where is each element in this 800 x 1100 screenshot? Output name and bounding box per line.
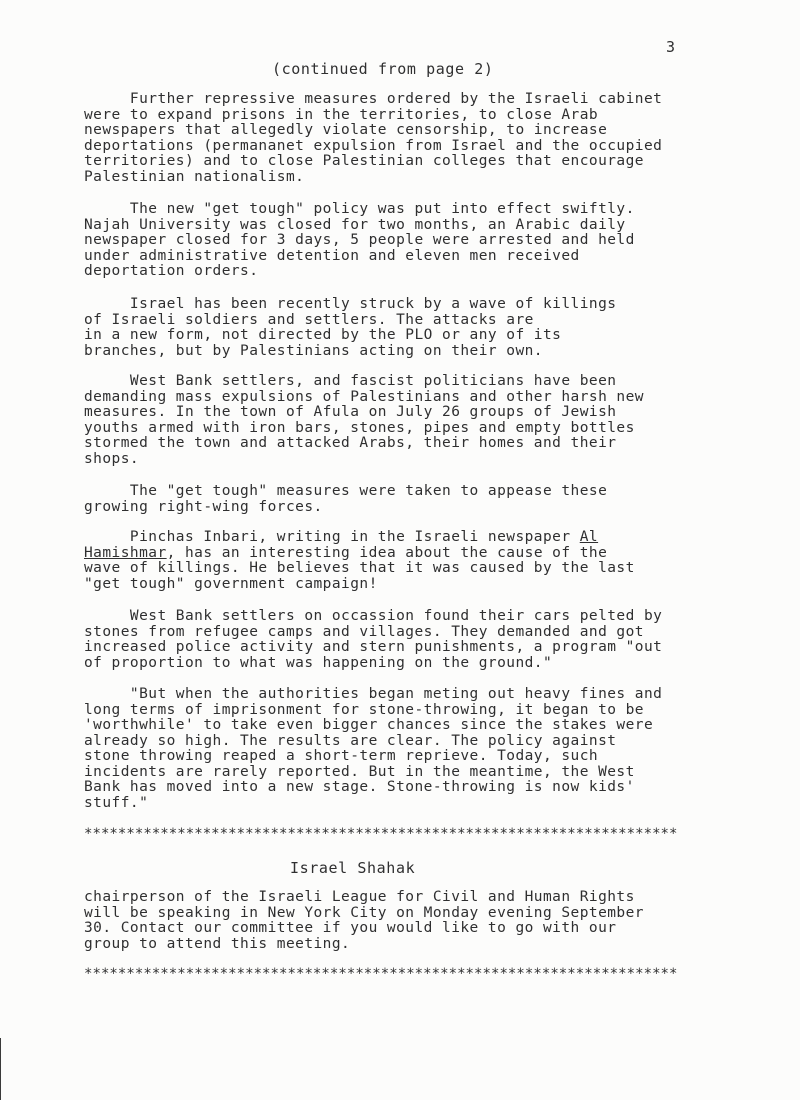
- newspaper-title: Al: [579, 529, 599, 545]
- separator-bottom: **********************************************************************: [84, 966, 678, 982]
- page-number: 3: [666, 38, 676, 56]
- newspaper-title-continued: Hamishmar: [84, 544, 167, 561]
- paragraph-repressive-measures: Further repressive measures ordered by the Israeli cabinet were to expand prisons in the territories, to close Arab newspapers that allegedly violate censorship, to increase deportations (permananet expulsion from Israel and the occupied territories) and to close Palestinian colleges that encourage Palestinian nationalism.: [84, 91, 663, 185]
- scan-edge-line: [0, 1038, 1, 1100]
- paragraph-quote: "But when the authorities began meting out heavy fines and long terms of imprisonment for stone-throwing, it began to be 'worthwhile' to take even bigger chances since the stakes were already so high. The results are clear. The policy against stone throwing reaped a short-term reprieve. Today, such incidents are rarely reported. But in the meantime, the West Bank has moved into a new stage. Stone-throwing is now kids' stuff.": [84, 686, 663, 811]
- paragraph-wave-of-killings: Israel has been recently struck by a wave of killings of Israeli soldiers and settlers. The attacks are in a new form, not directed by the PLO or any of its branches, but by Palestinians acting on their own.: [84, 296, 617, 359]
- paragraph-get-tough-policy: The new "get tough" policy was put into effect swiftly. Najah University was closed for two months, an Arabic daily newspaper closed for 3 days, 5 people were arrested and held under administrative detention and eleven men received deportation orders.: [84, 201, 635, 279]
- paragraph-appease: The "get tough" measures were taken to appease these growing right-wing forces.: [84, 483, 608, 515]
- paragraph-settlers-afula: West Bank settlers, and fascist politicians have been demanding mass expulsions of Palestinians and other harsh new measures. In the town of Afula on July 26 groups of Jewish youths armed with iron bars, stones, pipes and empty bottles stormed the town and attacked Arabs, their homes and their shops.: [84, 373, 644, 467]
- announcement-text: chairperson of the Israeli League for Civil and Human Rights will be speaking in New York City on Monday evening September 30. Contact our committee if you would like to go with our group to attend this meeting.: [84, 889, 644, 952]
- paragraph-settlers-pelted: West Bank settlers on occassion found their cars pelted by stones from refugee camps and villages. They demanded and got increased police activity and stern punishments, a program "out of proportion to what was happening on the ground.": [84, 608, 663, 671]
- paragraph-inbari: Pinchas Inbari, writing in the Israeli newspaper Al Hamishmar, has an interesting idea about the cause of the wave of killings. He believes that it was caused by the last "get tough" government campaign!: [84, 529, 635, 592]
- continued-note: (continued from page 2): [272, 60, 494, 78]
- separator-top: **********************************************************************: [84, 826, 678, 842]
- speaker-name: Israel Shahak: [290, 859, 416, 877]
